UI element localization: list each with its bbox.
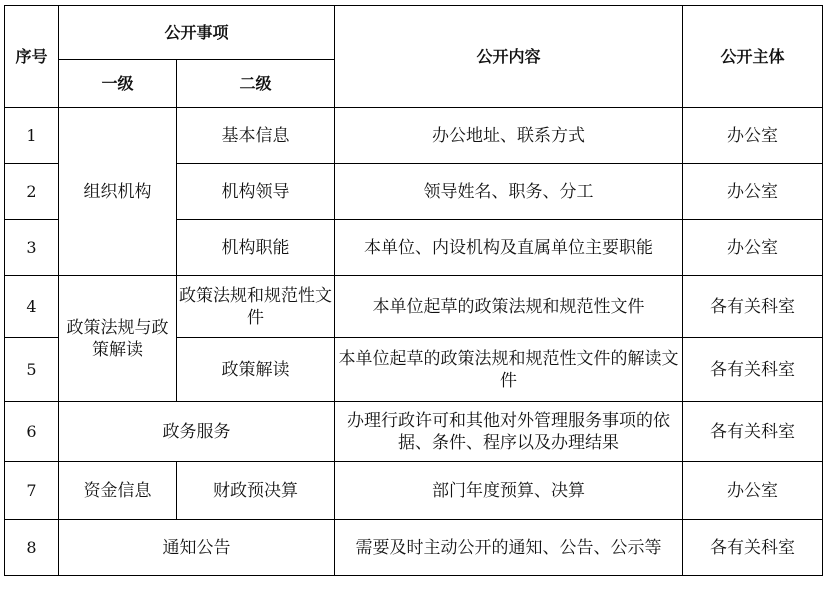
table-row	[5, 462, 823, 520]
row-subject: 各有关科室	[683, 402, 823, 462]
row-merged-item: 通知公告	[59, 520, 335, 576]
row-subject: 办公室	[683, 462, 823, 520]
row-level1: 政策法规与政策解读	[59, 276, 177, 402]
table-row	[5, 108, 823, 164]
row-level2: 机构领导	[177, 164, 335, 220]
row-level1: 资金信息	[59, 462, 177, 520]
row-seq: 4	[5, 276, 59, 338]
row-level2: 政策法规和规范性文件	[177, 276, 335, 338]
row-seq: 2	[5, 164, 59, 220]
table-row	[5, 520, 823, 576]
row-subject: 各有关科室	[683, 276, 823, 338]
table-row	[5, 402, 823, 462]
row-level2: 机构职能	[177, 220, 335, 276]
row-content: 本单位起草的政策法规和规范性文件	[335, 276, 683, 338]
header-content: 公开内容	[335, 6, 683, 108]
header-subject: 公开主体	[683, 6, 823, 108]
row-content: 本单位、内设机构及直属单位主要职能	[335, 220, 683, 276]
row-seq: 1	[5, 108, 59, 164]
row-seq: 6	[5, 402, 59, 462]
row-level2: 财政预决算	[177, 462, 335, 520]
header-items: 公开事项	[59, 6, 335, 60]
header-row-1	[5, 6, 823, 60]
disclosure-table	[4, 5, 823, 576]
header-seq: 序号	[5, 6, 59, 108]
document	[4, 5, 823, 576]
row-subject: 办公室	[683, 164, 823, 220]
header-level1: 一级	[59, 60, 177, 108]
table-row	[5, 276, 823, 338]
row-level2: 政策解读	[177, 338, 335, 402]
row-level2: 基本信息	[177, 108, 335, 164]
row-level1: 组织机构	[59, 108, 177, 276]
row-merged-item: 政务服务	[59, 402, 335, 462]
row-content: 办理行政许可和其他对外管理服务事项的依据、条件、程序以及办理结果	[335, 402, 683, 462]
row-seq: 5	[5, 338, 59, 402]
row-content: 需要及时主动公开的通知、公告、公示等	[335, 520, 683, 576]
row-subject: 各有关科室	[683, 338, 823, 402]
row-subject: 办公室	[683, 220, 823, 276]
row-content: 领导姓名、职务、分工	[335, 164, 683, 220]
row-subject: 各有关科室	[683, 520, 823, 576]
row-seq: 8	[5, 520, 59, 576]
row-seq: 7	[5, 462, 59, 520]
row-content: 部门年度预算、决算	[335, 462, 683, 520]
header-level2: 二级	[177, 60, 335, 108]
row-seq: 3	[5, 220, 59, 276]
row-content: 办公地址、联系方式	[335, 108, 683, 164]
row-subject: 办公室	[683, 108, 823, 164]
row-content: 本单位起草的政策法规和规范性文件的解读文件	[335, 338, 683, 402]
